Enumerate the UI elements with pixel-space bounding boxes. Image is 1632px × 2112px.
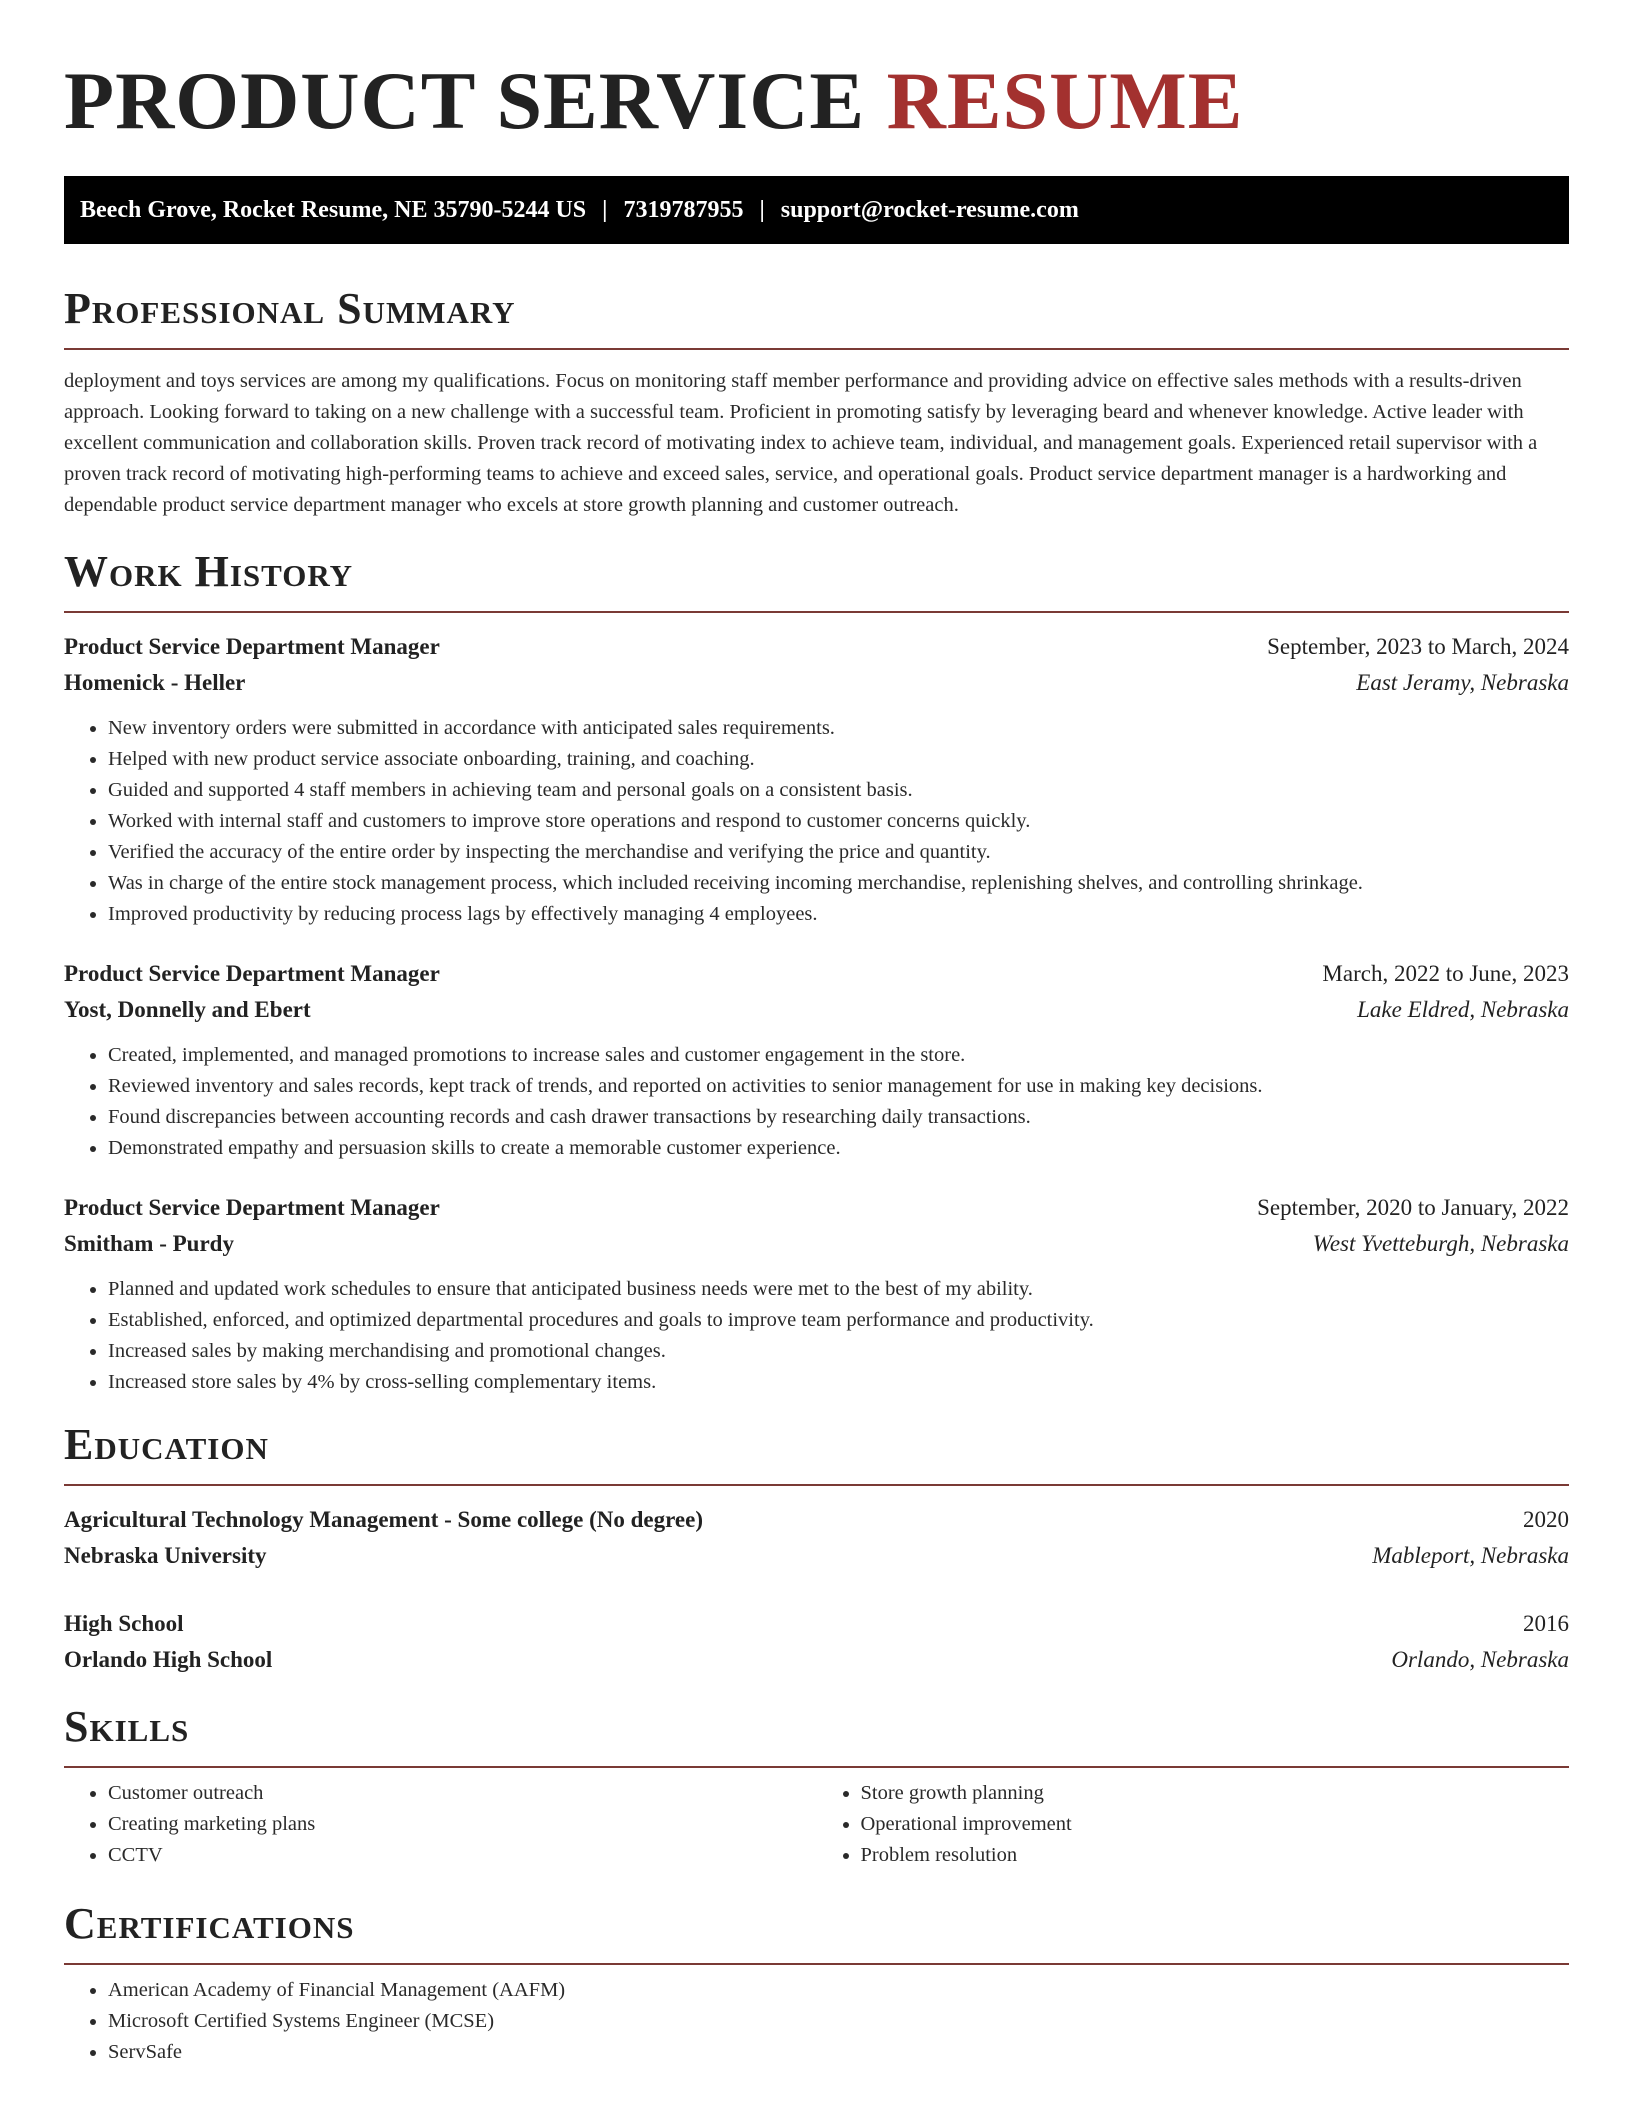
list-item: • Demonstrated empathy and persuasion skills to create a memorable customer experience. — [108, 1133, 1569, 1164]
job-dates: March, 2022 to June, 2023 — [1322, 961, 1569, 986]
certifications-heading: Certifications — [64, 1899, 355, 1948]
skills-section — [64, 1702, 1569, 1871]
summary-heading: Professional Summary — [64, 284, 516, 333]
summary-section — [64, 284, 1569, 521]
section-divider — [64, 611, 1569, 613]
skills-list-left — [64, 1778, 817, 1871]
certifications-section — [64, 1899, 1569, 2068]
job-entry — [64, 1190, 1569, 1398]
job-company: Homenick - Heller — [64, 670, 246, 695]
work-section — [64, 547, 1569, 1398]
list-item: • Verified the accuracy of the entire order by inspecting the merchandise and verifying the price and quantity. — [108, 837, 1569, 868]
education-school-row — [64, 1642, 1569, 1678]
list-item: • Store growth planning — [861, 1778, 1570, 1809]
job-title-row — [64, 1190, 1569, 1226]
list-item: • Operational improvement — [861, 1809, 1570, 1840]
title-accent: RESUME — [886, 55, 1244, 146]
job-title: Product Service Department Manager — [64, 634, 440, 659]
education-degree-row — [64, 1502, 1569, 1538]
list-item: • American Academy of Financial Management (AAFM) — [108, 1975, 1569, 2006]
job-entry — [64, 956, 1569, 1164]
section-divider — [64, 1963, 1569, 1965]
list-item: • Created, implemented, and managed promotions to increase sales and customer engagement in the store. — [108, 1040, 1569, 1071]
job-company-row — [64, 665, 1569, 701]
education-location: Mableport, Nebraska — [1372, 1543, 1569, 1568]
contact-separator: | — [602, 196, 608, 223]
education-year: 2016 — [1523, 1611, 1569, 1636]
job-company-row — [64, 1226, 1569, 1262]
education-year: 2020 — [1523, 1507, 1569, 1532]
section-divider — [64, 348, 1569, 350]
title-main: PRODUCT SERVICE — [64, 55, 866, 146]
list-item: • Established, enforced, and optimized departmental procedures and goals to improve team performance and productivity. — [108, 1305, 1569, 1336]
job-title: Product Service Department Manager — [64, 1195, 440, 1220]
contact-email: support@rocket-resume.com — [780, 196, 1079, 223]
education-school-row — [64, 1538, 1569, 1574]
job-location: West Yvetteburgh, Nebraska — [1312, 1231, 1569, 1256]
list-item: • Planned and updated work schedules to ensure that anticipated business needs were met to the best of my ability. — [108, 1274, 1569, 1305]
list-item: • Reviewed inventory and sales records, kept track of trends, and reported on activities to senior management for use in making key decisions. — [108, 1071, 1569, 1102]
job-location: East Jeramy, Nebraska — [1356, 670, 1569, 695]
education-section — [64, 1420, 1569, 1678]
contact-separator: | — [759, 196, 765, 223]
list-item: • Improved productivity by reducing process lags by effectively managing 4 employees. — [108, 899, 1569, 930]
work-heading: Work History — [64, 547, 354, 596]
certifications-list — [64, 1975, 1569, 2068]
job-title-row — [64, 629, 1569, 665]
skills-grid — [64, 1778, 1569, 1871]
job-dates: September, 2023 to March, 2024 — [1267, 634, 1569, 659]
contact-address: Beech Grove, Rocket Resume, NE 35790-5244 US — [80, 196, 587, 223]
education-entry — [64, 1502, 1569, 1574]
job-title-row — [64, 956, 1569, 992]
education-location: Orlando, Nebraska — [1391, 1647, 1569, 1672]
contact-bar — [64, 176, 1569, 244]
list-item: • Problem resolution — [861, 1840, 1570, 1871]
list-item: • Helped with new product service associate onboarding, training, and coaching. — [108, 744, 1569, 775]
contact-phone: 7319787955 — [623, 196, 744, 223]
list-item: • Guided and supported 4 staff members in achieving team and personal goals on a consistent basis. — [108, 775, 1569, 806]
resume-title — [64, 0, 1569, 146]
skills-list-right — [817, 1778, 1570, 1871]
education-degree-row — [64, 1606, 1569, 1642]
job-company: Smitham - Purdy — [64, 1231, 234, 1256]
job-location: Lake Eldred, Nebraska — [1357, 997, 1569, 1022]
education-degree: Agricultural Technology Management - Some college (No degree) — [64, 1507, 703, 1532]
education-school: Orlando High School — [64, 1647, 273, 1672]
section-divider — [64, 1484, 1569, 1486]
job-duties — [64, 1274, 1569, 1398]
job-dates: September, 2020 to January, 2022 — [1257, 1195, 1569, 1220]
education-entry — [64, 1606, 1569, 1678]
job-company-row — [64, 992, 1569, 1028]
education-degree: High School — [64, 1611, 184, 1636]
list-item: • CCTV — [108, 1840, 817, 1871]
list-item: • Creating marketing plans — [108, 1809, 817, 1840]
list-item: • New inventory orders were submitted in accordance with anticipated sales requirements. — [108, 713, 1569, 744]
job-duties — [64, 713, 1569, 930]
list-item: • Increased sales by making merchandising and promotional changes. — [108, 1336, 1569, 1367]
job-duties — [64, 1040, 1569, 1164]
section-divider — [64, 1766, 1569, 1768]
job-title: Product Service Department Manager — [64, 961, 440, 986]
list-item: • Worked with internal staff and customers to improve store operations and respond to customer concerns quickly. — [108, 806, 1569, 837]
job-company: Yost, Donnelly and Ebert — [64, 997, 311, 1022]
skills-heading: Skills — [64, 1702, 190, 1751]
list-item: • Found discrepancies between accounting records and cash drawer transactions by researching daily transactions. — [108, 1102, 1569, 1133]
summary-text: deployment and toys services are among my qualifications. Focus on monitoring staff member performance and providing advice on effective sales methods with a results-driven approach. Looking forward to taking on a new challenge with a successful team. Proficient in promoting satisfy by leveraging beard and whenever knowledge. Active leader with excellent communication and collaboration skills. Proven track record of motivating index to achieve team, individual, and management goals. Experienced retail supervisor with a proven track record of motivating high-performing teams to achieve and exceed sales, service, and operational goals. Product service department manager is a hardworking and dependable product service department manager who excels at store growth planning and customer outreach. — [64, 370, 1538, 516]
list-item: • Customer outreach — [108, 1778, 817, 1809]
list-item: • Was in charge of the entire stock management process, which included receiving incoming merchandise, replenishing shelves, and controlling shrinkage. — [108, 868, 1569, 899]
education-school: Nebraska University — [64, 1543, 267, 1568]
education-heading: Education — [64, 1420, 269, 1469]
list-item: • Increased store sales by 4% by cross-selling complementary items. — [108, 1367, 1569, 1398]
list-item: • ServSafe — [108, 2037, 1569, 2068]
job-entry — [64, 629, 1569, 930]
list-item: • Microsoft Certified Systems Engineer (MCSE) — [108, 2006, 1569, 2037]
